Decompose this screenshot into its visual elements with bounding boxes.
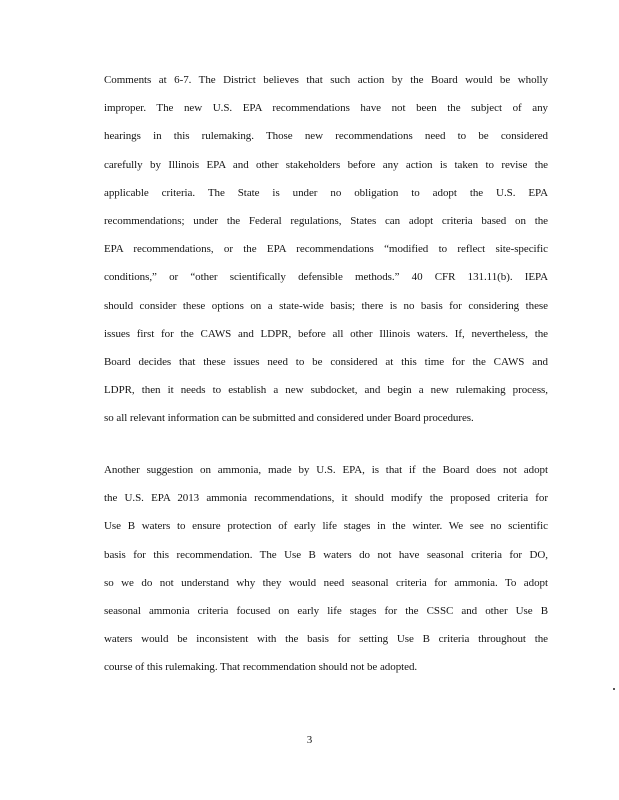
text-line: seasonal ammonia criteria focused on early life stages for the CSSC and other Use B <box>104 604 548 617</box>
text-line: Use B waters to ensure protection of early life stages in the winter. We see no scientific <box>104 520 548 533</box>
text-line: basis for this recommendation. The Use B waters do not have seasonal criteria for DO, <box>104 548 548 561</box>
text-line: applicable criteria. The State is under no obligation to adopt the U.S. EPA <box>104 186 548 199</box>
text-line: so all relevant information can be submitted and considered under Board procedures. <box>104 412 474 425</box>
text-line: carefully by Illinois EPA and other stakeholders before any action is taken to revise the <box>104 158 548 171</box>
text-line: so we do not understand why they would need seasonal criteria for ammonia. To adopt <box>104 576 548 589</box>
text-line: EPA recommendations, or the EPA recommendations “modified to reflect site-specific <box>104 243 548 256</box>
text-line: Another suggestion on ammonia, made by U.S. EPA, is that if the Board does not adopt <box>104 464 548 476</box>
page-number: 3 <box>306 734 313 746</box>
paragraph-district-position <box>104 66 548 432</box>
text-line: hearings in this rulemaking. Those new recommendations need to be considered <box>104 130 548 143</box>
text-line: the U.S. EPA 2013 ammonia recommendations, it should modify the proposed criteria for <box>104 492 548 505</box>
paragraph-ammonia-suggestion <box>104 456 548 682</box>
text-line: recommendations; under the Federal regulations, States can adopt criteria based on the <box>104 214 548 227</box>
text-line: Comments at 6-7. The District believes that such action by the Board would be wholly <box>104 74 548 86</box>
text-line: issues first for the CAWS and LDPR, before all other Illinois waters. If, nevertheless, the <box>104 327 548 340</box>
text-line: LDPR, then it needs to establish a new subdocket, and begin a new rulemaking process, <box>104 384 548 397</box>
text-line: Board decides that these issues need to be considered at this time for the CAWS and <box>104 355 548 368</box>
text-line: waters would be inconsistent with the basis for setting Use B criteria throughout the <box>104 633 548 646</box>
text-line: course of this rulemaking. That recommendation should not be adopted. <box>104 661 418 674</box>
scan-speck <box>613 688 615 690</box>
text-line: conditions,” or “other scientifically defensible methods.” 40 CFR 131.11(b). IEPA <box>104 271 548 284</box>
text-line: improper. The new U.S. EPA recommendations have not been the subject of any <box>104 102 548 115</box>
text-line: should consider these options on a state-wide basis; there is no basis for considering these <box>104 299 548 312</box>
